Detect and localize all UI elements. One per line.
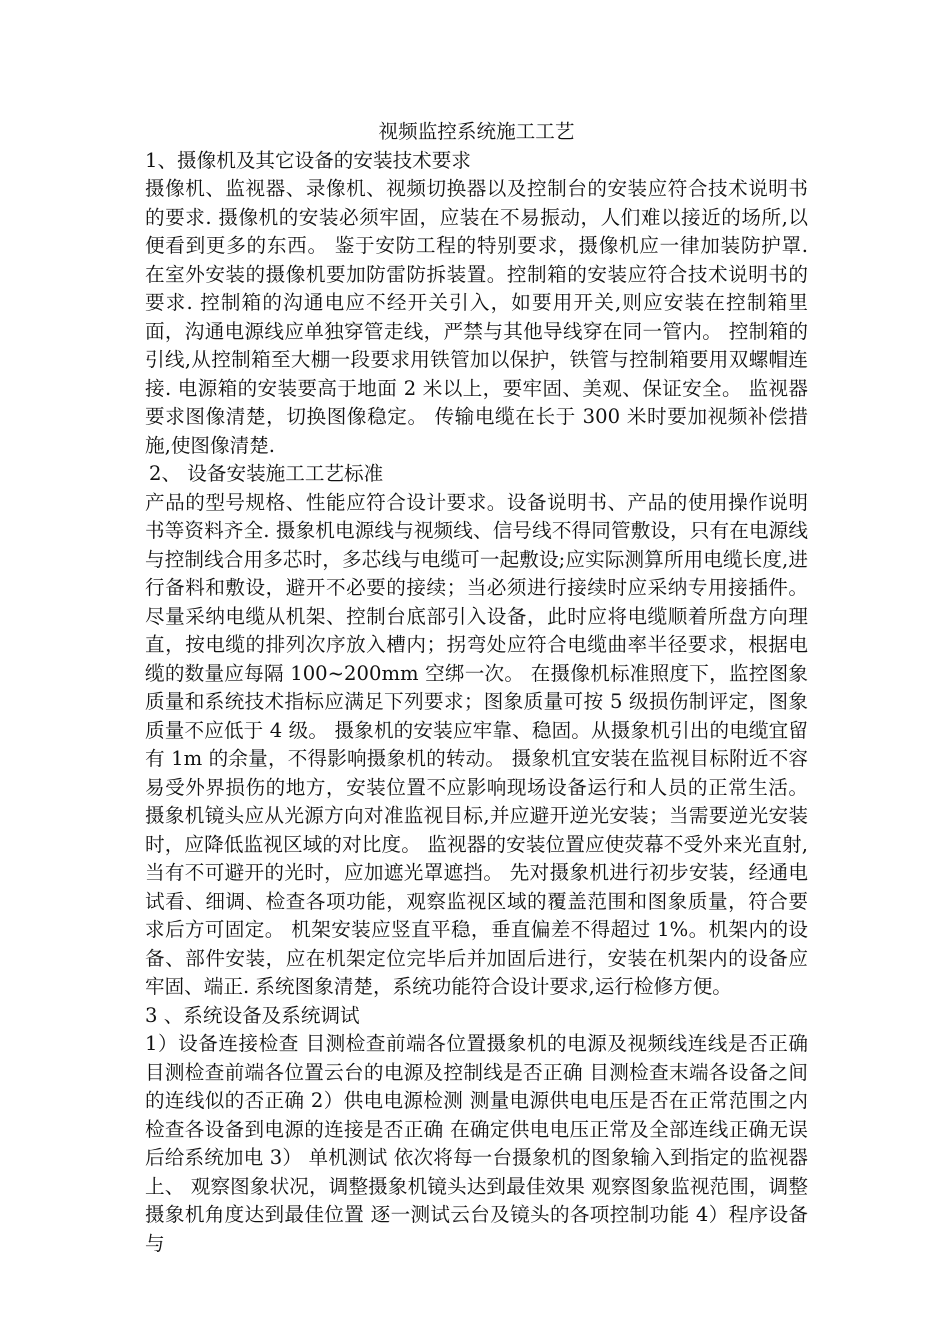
section-heading-2: 2、 设备安装施工工艺标准 <box>149 462 384 485</box>
section-paragraph-2: 产品的型号规格、性能应符合设计要求。设备说明书、产品的使用操作说明书等资料齐全. 摄象机电源线与视频线、信号线不得同管敷设，只有在电源线与控制线合用多芯时，多芯线与电缆可一起敷设;应实际测算所用电缆长度,进行备料和敷设，避开不必要的接续；当必须进行接续时应采纳专用接插件。 尽量采纳电缆从机架、控制台底部引入设备，此时应将电缆顺着所盘方向理直，按电缆的排列次序放入槽内；拐弯处应符合电缆曲率半径要求，根据电缆的数量应每隔 100~200mm 空绑一次。 在摄像机标准照度下，监控图象质量和系统技术指标应满足下列要求；图象质量可按 5 级损伤制评定，图象质量不应低于 4 级。 摄象机的安装应牢靠、稳固。从摄象机引出的电缆宜留有 1m 的余量，不得影响摄象机的转动。 摄象机宜安装在监视目标附近不容易受外界损伤的地方，安装位置不应影响现场设备运行和人员的正常生活。 摄象机镜头应从光源方向对准监视目标,并应避开逆光安装；当需要逆光安装时，应降低监视区域的对比度。 监视器的安装位置应使荧幕不受外来光直射,当有不可避开的光时，应加遮光罩遮挡。 先对摄象机进行初步安装，经通电试看、细调、检查各项功能，观察监视区域的覆盖范围和图象质量，符合要求后方可固定。 机架安装应竖直平稳，垂直偏差不得超过 1%。机架内的设备、部件安装，应在机架定位完毕后并加固后进行，安装在机架内的设备应牢固、端正. 系统图象清楚，系统功能符合设计要求,运行检修方便。 <box>145 490 808 998</box>
document-page <box>145 118 808 1258</box>
section-heading-3: 3 、系统设备及系统调试 <box>145 1003 360 1027</box>
section-paragraph-1: 摄像机、监视器、录像机、视频切换器以及控制台的安装应符合技术说明书的要求. 摄像机的安装必须牢固，应装在不易振动，人们难以接近的场所,以便看到更多的东西。 鉴于安防工程的特别要求，摄像机应一律加装防护罩. 在室外安装的摄像机要加防雷防拆装置。控制箱的安装应符合技术说明书的要求. 控制箱的沟通电应不经开关引入，如要用开关,则应安装在控制箱里面，沟通电源线应单独穿管走线，严禁与其他导线穿在同一管内。 控制箱的引线,从控制箱至大棚一段要求用铁管加以保护，铁管与控制箱要用双螺帽连接. 电源箱的安装要高于地面 2 米以上，要牢固、美观、保证安全。 监视器要求图像清楚，切换图像稳定。 传输电缆在长于 300 米时要加视频补偿措施,使图像清楚. <box>145 177 808 457</box>
document-title: 视频监控系统施工工艺 <box>378 120 575 143</box>
section-paragraph-3: 1）设备连接检查 目测检查前端各位置摄象机的电源及视频线连线是否正确 目测检查前端各位置云台的电源及控制线是否正确 目测检查末端各设备之间的连线似的否正确 2）供电电源检测 测量电源供电电压是否在正常范围之内 检查各设备到电源的连接是否正确 在确定供电电压正常及全部连线正确无误后给系统加电 3） 单机测试 依次将每一台摄象机的图象输入到指定的监视器上、 观察图象状况，调整摄象机镜头达到最佳效果 观察图象监视范围，调整摄象机角度达到最佳位置 逐一测试云台及镜头的各项控制功能 4）程序设备与 <box>145 1032 808 1255</box>
section-heading-1: 1、摄像机及其它设备的安装技术要求 <box>145 148 471 172</box>
